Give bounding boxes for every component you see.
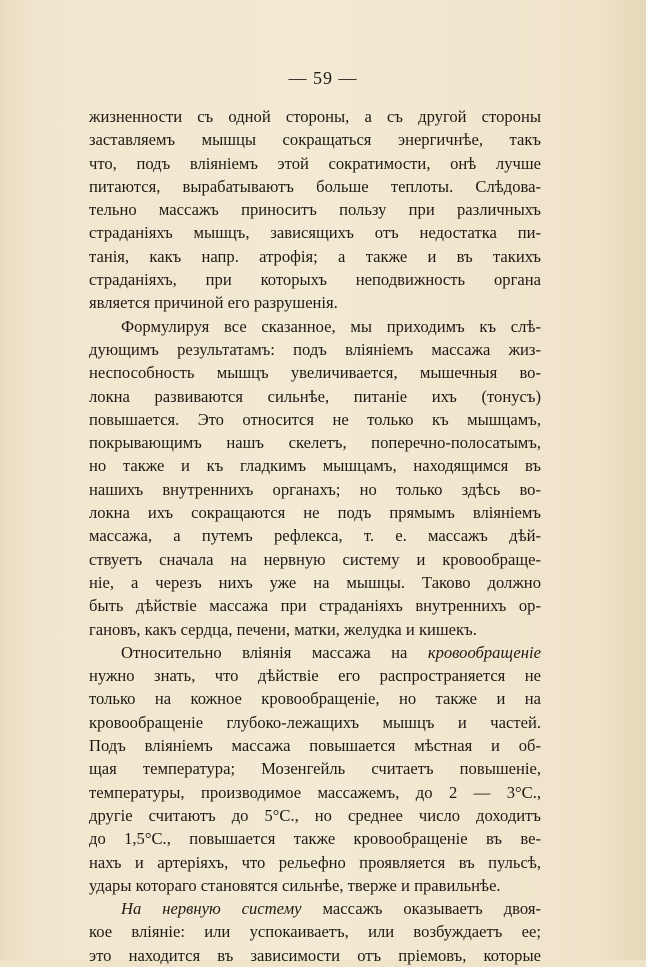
line-text: но также и къ гладкимъ мышцамъ, находящимся въ	[89, 456, 541, 476]
line-text: гановъ, какъ сердца, печени, матки, желудка и кишекъ.	[89, 619, 477, 639]
text-line	[89, 804, 541, 827]
text-line	[89, 245, 541, 268]
text-line	[89, 851, 541, 874]
italic-phrase: кровообращеніе	[427, 642, 541, 662]
line-text: это находится въ зависимости отъ пріемовъ, которые	[89, 945, 541, 965]
text-line	[89, 105, 541, 128]
line-text: питаются, вырабатываютъ больше теплоты. Слѣдова-	[89, 176, 541, 196]
text-line	[89, 734, 541, 757]
line-text: удары котораго становятся сильнѣе, тверже и правильнѣе.	[89, 875, 501, 895]
line-text: локна развиваются сильнѣе, питаніе ихъ (тонусъ)	[89, 386, 541, 406]
text-line	[89, 618, 541, 641]
line-text: страданіяхъ мышцъ, зависящихъ отъ недостатка пи-	[89, 223, 541, 243]
line-text: дующимъ результатамъ: подъ вліяніемъ массажа жиз-	[89, 339, 541, 359]
line-text: неспособность мышцъ увеличивается, мышечныя во-	[89, 363, 541, 383]
text-line	[89, 920, 541, 943]
line-text: кровообращеніе глубоко-лежащихъ мышцъ и частей.	[89, 712, 541, 732]
text-line	[89, 641, 541, 664]
text-line	[89, 198, 541, 221]
line-text: Подъ вліяніемъ массажа повышается мѣстная и об-	[89, 736, 541, 756]
text-line	[89, 268, 541, 291]
text-line	[89, 408, 541, 431]
body-text	[89, 105, 541, 967]
text-line	[89, 524, 541, 547]
line-text: до 1,5°С., повышается также кровообращеніе въ ве-	[89, 829, 541, 849]
text-line	[89, 711, 541, 734]
line-text: страданіяхъ, при которыхъ неподвижность органа	[89, 270, 541, 290]
text-line	[89, 338, 541, 361]
italic-phrase: На нервную систему	[121, 899, 302, 919]
line-text: тельно массажъ приноситъ пользу при различныхъ	[89, 200, 541, 220]
line-text: повышается. Это относится не только къ мышцамъ,	[89, 409, 541, 429]
text-line	[89, 687, 541, 710]
line-text: кое вліяніе: или успокаиваетъ, или возбуждаетъ ее;	[89, 922, 541, 942]
line-text: нахъ и артеріяхъ, что рельефно проявляется въ пульсѣ,	[89, 852, 541, 872]
text-line	[89, 385, 541, 408]
text-line	[89, 897, 541, 920]
line-text: жизненности съ одной стороны, а съ другой стороны	[89, 107, 541, 126]
line-text: локна ихъ сокращаются не подъ прямымъ вліяніемъ	[89, 503, 541, 523]
text-line	[89, 874, 541, 897]
line-text: Относительно вліянія массажа на	[121, 642, 428, 662]
line-text: танія, какъ напр. атрофія; а также и въ такихъ	[89, 246, 541, 266]
text-line	[89, 431, 541, 454]
line-text: ніе, а черезъ нихъ уже на мышцы. Таково должно	[89, 572, 541, 592]
text-line	[89, 548, 541, 571]
line-text: только на кожное кровообращеніе, но также и на	[89, 689, 541, 709]
text-line	[89, 944, 541, 967]
text-line	[89, 221, 541, 244]
text-line	[89, 664, 541, 687]
text-line	[89, 757, 541, 780]
text-line	[89, 291, 541, 314]
text-line	[89, 175, 541, 198]
text-line	[89, 594, 541, 617]
text-line	[89, 361, 541, 384]
text-line	[89, 152, 541, 175]
text-line	[89, 454, 541, 477]
text-line	[89, 315, 541, 338]
text-line	[89, 478, 541, 501]
line-text: массажа, а путемъ рефлекса, т. е. массажъ дѣй-	[89, 526, 541, 546]
line-text: Формулируя все сказанное, мы приходимъ къ слѣ-	[121, 316, 541, 336]
line-text: является причиной его разрушенія.	[89, 293, 338, 313]
line-text: массажъ оказываетъ двоя-	[301, 899, 542, 919]
line-text: другіе считаютъ до 5°С., но среднее число доходитъ	[89, 805, 541, 825]
line-text: что, подъ вліяніемъ этой сократимости, онѣ лучше	[89, 153, 541, 173]
line-text: ствуетъ сначала на нервную систему и кровообраще-	[89, 549, 541, 569]
line-text: нашихъ внутреннихъ органахъ; но только здѣсь во-	[89, 479, 541, 499]
page-number: — 59 —	[288, 68, 358, 88]
line-text: щая температура; Мозенгейль считаетъ повышеніе,	[89, 759, 541, 779]
line-text: заставляемъ мышцы сокращаться энергичнѣе, такъ	[89, 130, 541, 150]
text-line	[89, 128, 541, 151]
line-text: быть дѣйствіе массажа при страданіяхъ внутреннихъ ор-	[89, 596, 541, 616]
text-line	[89, 827, 541, 850]
text-line	[89, 571, 541, 594]
line-text: нужно знать, что дѣйствіе его распространяется не	[89, 666, 541, 686]
text-line	[89, 781, 541, 804]
line-text: температуры, производимое массажемъ, до 2 — 3°С.,	[89, 782, 541, 802]
line-text: покрывающимъ нашъ скелетъ, поперечно-полосатымъ,	[89, 433, 541, 453]
text-line	[89, 501, 541, 524]
